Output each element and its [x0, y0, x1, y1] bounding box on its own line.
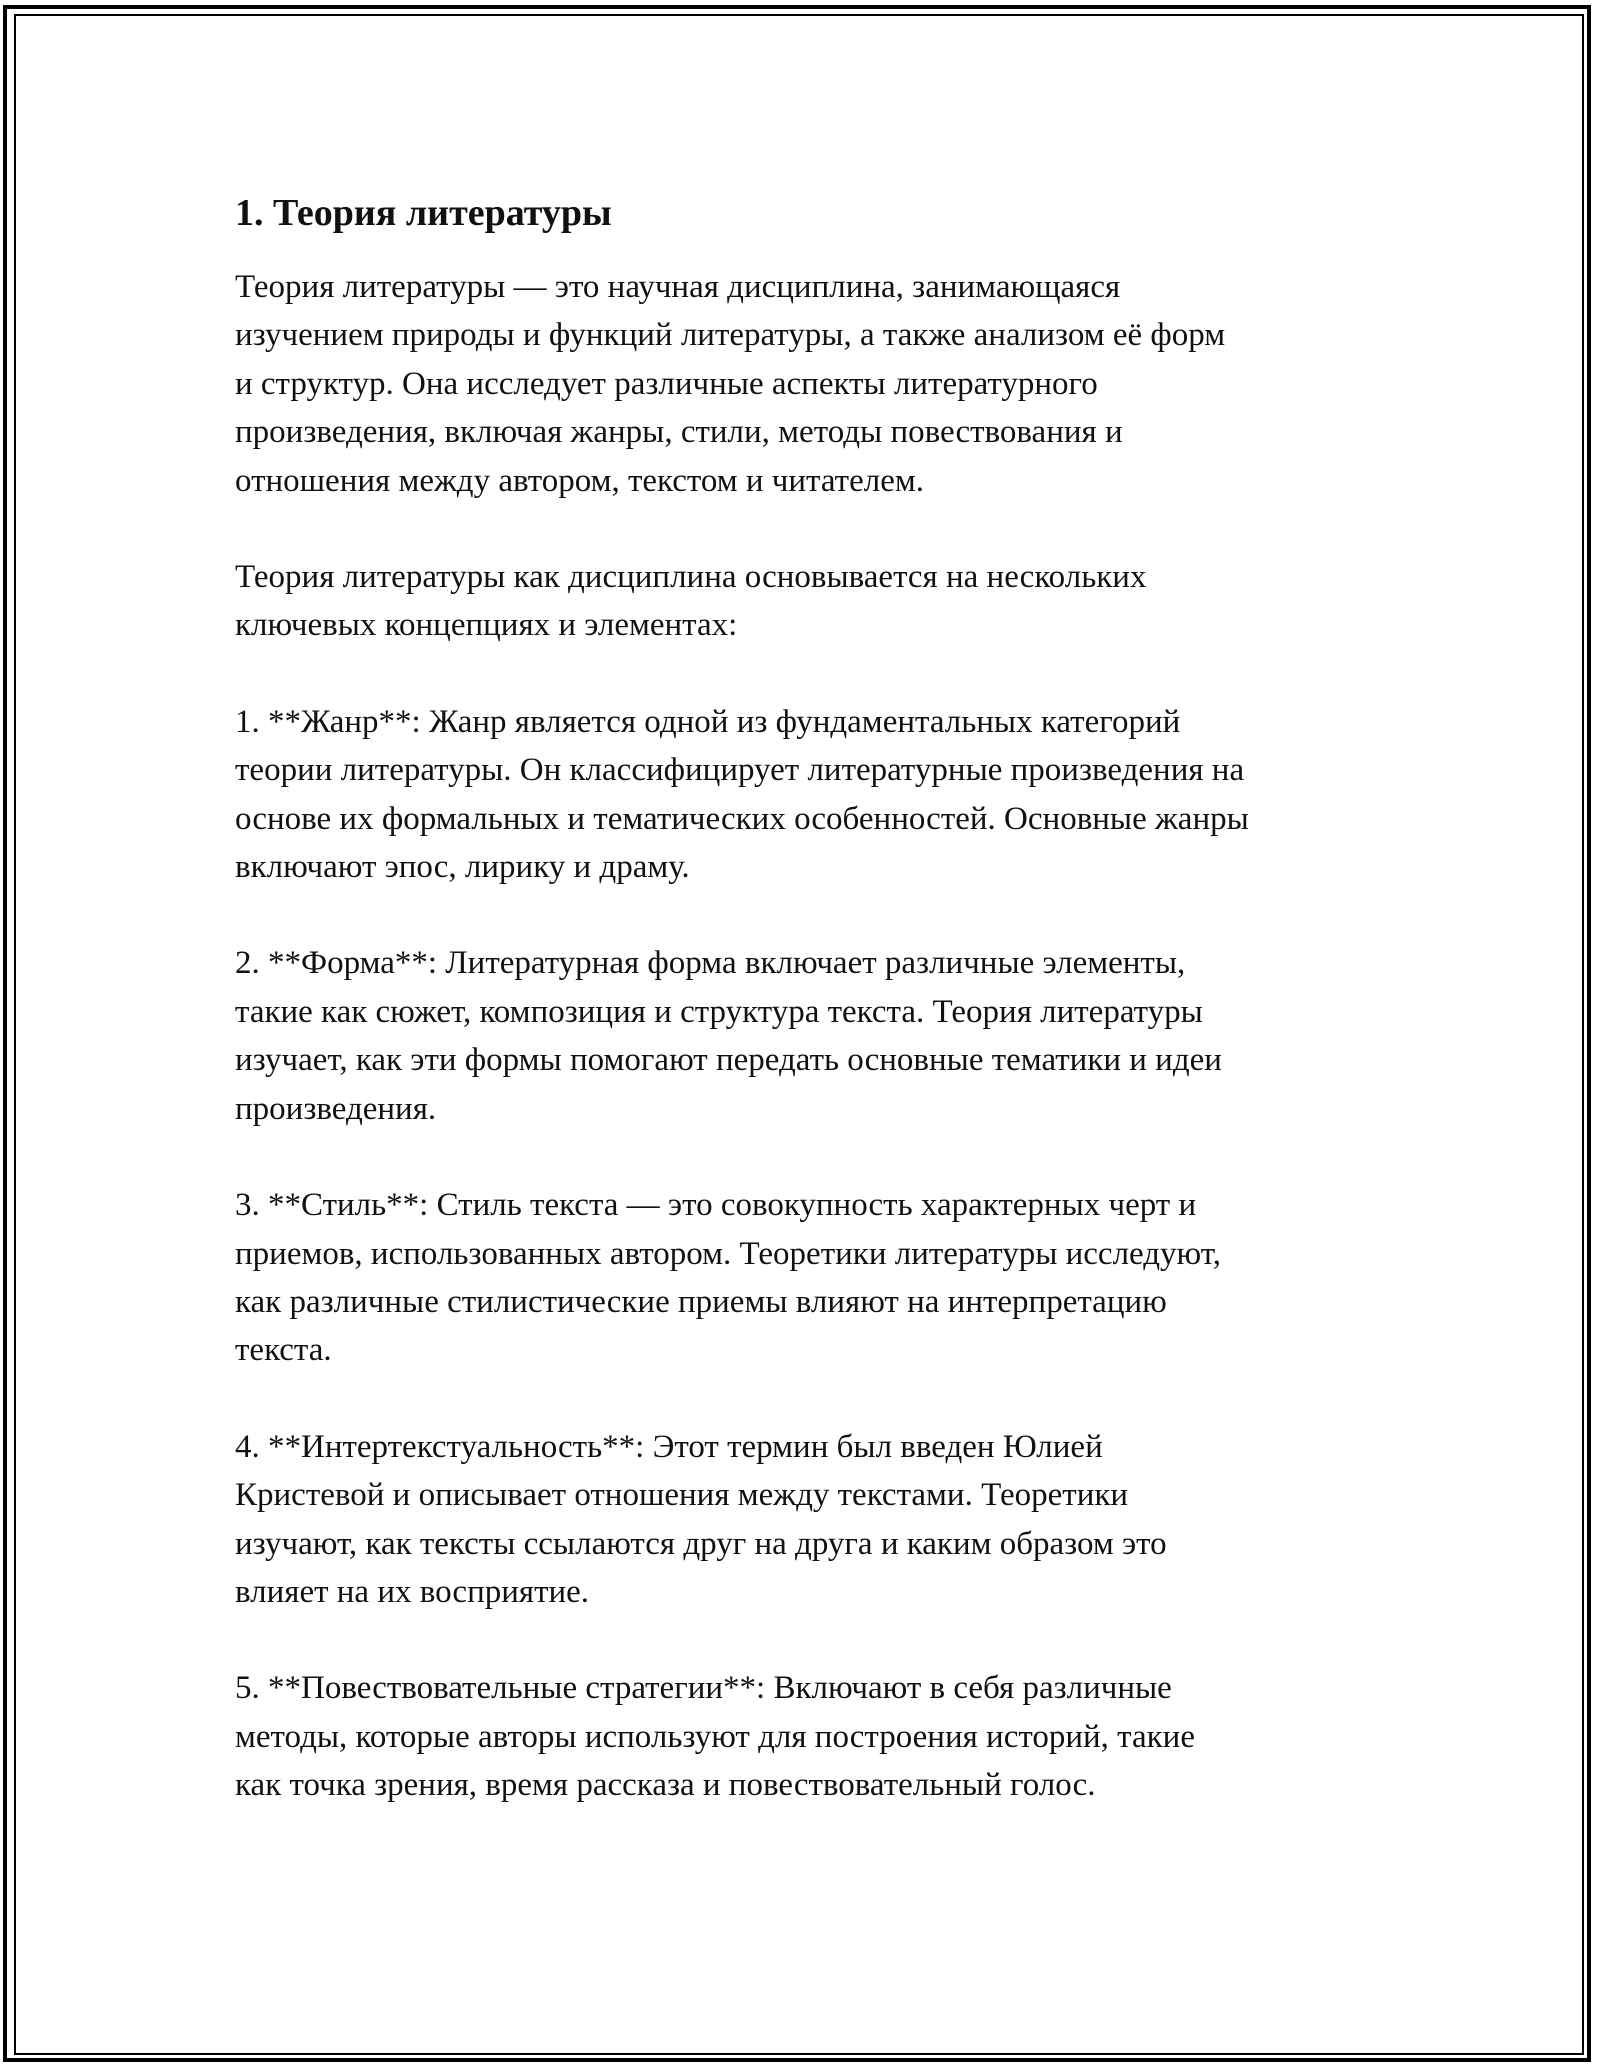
document-body — [235, 185, 1375, 1858]
text-line: ключевых концепциях и элементах: — [235, 607, 738, 644]
list-item-intertextuality — [235, 1423, 1375, 1617]
text-line: текста. — [235, 1332, 332, 1369]
text-line: отношения между автором, текстом и читателем. — [235, 462, 924, 499]
text-line: Кристевой и описывает отношения между текстами. Теоретики — [235, 1477, 1129, 1514]
text-line: произведения, включая жанры, стили, методы повествования и — [235, 414, 1123, 451]
text-line: 5. **Повествовательные стратегии**: Включают в себя различные — [235, 1670, 1172, 1707]
text-line: и структур. Она исследует различные аспекты литературного — [235, 365, 1098, 402]
text-line: влияет на их восприятие. — [235, 1573, 590, 1610]
text-line: как точка зрения, время рассказа и повествовательный голос. — [235, 1767, 1096, 1804]
text-line: теории литературы. Он классифицирует литературные произведения на — [235, 752, 1245, 789]
text-line: 4. **Интертекстуальность**: Этот термин был введен Юлией — [235, 1428, 1103, 1465]
text-line: как различные стилистические приемы влияют на интерпретацию — [235, 1283, 1167, 1320]
text-line: Теория литературы как дисциплина основывается на нескольких — [235, 559, 1147, 596]
intro-paragraph — [235, 263, 1375, 505]
text-line: 2. **Форма**: Литературная форма включает различные элементы, — [235, 945, 1186, 982]
list-item-style — [235, 1181, 1375, 1375]
list-item-form — [235, 939, 1375, 1133]
text-line: такие как сюжет, композиция и структура текста. Теория литературы — [235, 993, 1203, 1030]
text-line: изучают, как тексты ссылаются друг на друга и каким образом это — [235, 1525, 1167, 1562]
concepts-intro-paragraph — [235, 553, 1375, 650]
text-line: включают эпос, лирику и драму. — [235, 849, 690, 886]
text-line: изучает, как эти формы помогают передать основные тематики и идеи — [235, 1042, 1222, 1079]
text-line: методы, которые авторы используют для построения историй, такие — [235, 1718, 1195, 1755]
text-line: 3. **Стиль**: Стиль текста — это совокупность характерных черт и — [235, 1187, 1197, 1224]
list-item-narrative-strategies — [235, 1664, 1375, 1809]
text-line: приемов, использованных автором. Теоретики литературы исследуют, — [235, 1235, 1221, 1272]
text-line: изучением природы и функций литературы, а также анализом её форм — [235, 317, 1226, 354]
list-item-genre — [235, 698, 1375, 892]
text-line: Теория литературы — это научная дисциплина, занимающаяся — [235, 269, 1121, 305]
section-heading: 1. Теория литературы — [235, 192, 612, 234]
text-line: произведения. — [235, 1090, 437, 1127]
text-line: основе их формальных и тематических особенностей. Основные жанры — [235, 800, 1249, 837]
text-line: 1. **Жанр**: Жанр является одной из фундаментальных категорий — [235, 703, 1181, 740]
